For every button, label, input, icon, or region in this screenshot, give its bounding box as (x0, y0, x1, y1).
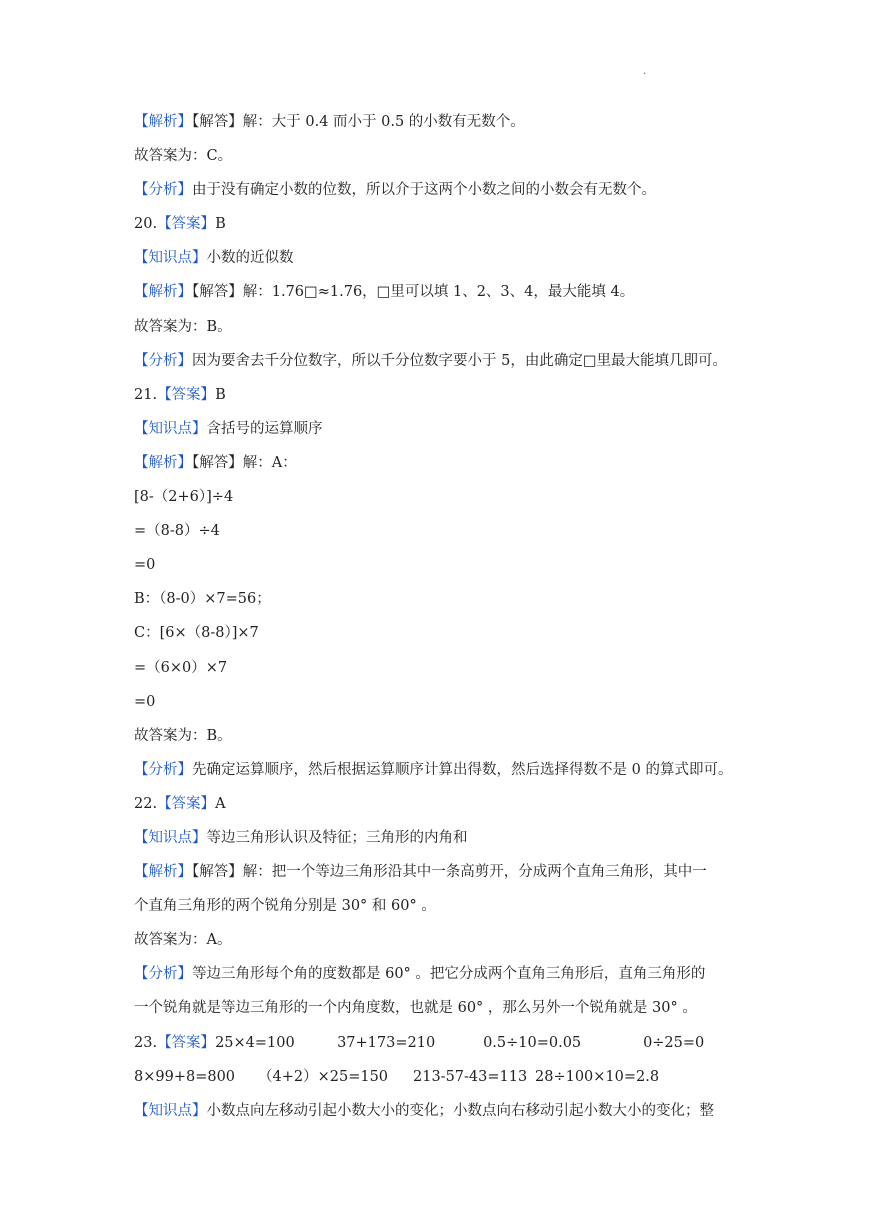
line-text: =0 (134, 557, 156, 574)
line-text: B：（8-0）×7=56； (134, 591, 271, 608)
section-tag: 【答案】 (157, 386, 216, 403)
text-line (134, 415, 744, 449)
section-tag: 【分析】 (134, 352, 192, 369)
section-tag: 【答案】 (157, 795, 216, 812)
line-text: 故答案为：C。 (134, 148, 233, 165)
section-tag-secondary: 【解答】 (192, 454, 243, 471)
text-line (134, 210, 744, 244)
text-line (134, 722, 744, 756)
section-tag-secondary: 【解答】 (192, 864, 243, 881)
text-line (134, 244, 744, 278)
text-line (134, 347, 744, 381)
line-text: 小数点向左移动引起小数大小的变化；小数点向右移动引起小数大小的变化；整 (206, 1102, 714, 1119)
text-line (134, 449, 744, 483)
line-text: A (215, 795, 226, 812)
question-number: 23. (134, 1034, 158, 1051)
section-tag: 【知识点】 (134, 420, 207, 437)
line-text: 因为要舍去千分位数字，所以千分位数字要小于 5，由此确定□里最大能填几即可。 (192, 352, 728, 369)
section-tag-secondary: 【解答】 (192, 284, 243, 301)
section-tag: 【解析】 (134, 454, 192, 471)
equation: 0÷25=0 (643, 1034, 705, 1051)
equation: 37+173=210 (337, 1034, 436, 1051)
line-text: C：[6×（8-8）]×7 (134, 625, 259, 642)
line-text: =0 (134, 693, 156, 710)
text-line (134, 688, 744, 722)
line-text: =（8-8）÷4 (134, 523, 220, 540)
section-tag: 【答案】 (157, 216, 216, 233)
line-text: 等边三角形认识及特征；三角形的内角和 (206, 829, 468, 846)
section-tag: 【分析】 (134, 182, 192, 199)
line-text: 故答案为：A。 (134, 932, 232, 949)
text-line (134, 756, 744, 790)
equation: 213-57-43=113 (413, 1068, 528, 1085)
text-line (134, 142, 744, 176)
line-text: 一个锐角就是等边三角形的一个内角度数，也就是 60° ，那么另外一个锐角就是 30° 。 (134, 1000, 697, 1017)
text-line (134, 960, 744, 994)
text-line (134, 313, 744, 347)
line-text: 解：大于 0.4 而小于 0.5 的小数有无数个。 (242, 114, 525, 130)
line-text: [8-（2+6）]÷4 (134, 489, 234, 506)
section-tag: 【解析】 (134, 284, 192, 301)
text-line (134, 926, 744, 960)
line-text: 故答案为：B。 (134, 318, 232, 335)
q23-answer-row-1 (134, 1029, 744, 1063)
text-line (134, 994, 744, 1028)
question-number: 21. (134, 386, 158, 403)
section-tag: 【分析】 (134, 966, 192, 983)
section-tag: 【知识点】 (134, 829, 207, 846)
section-tag: 【知识点】 (134, 1102, 207, 1119)
text-line (134, 108, 744, 142)
text-line (134, 790, 744, 824)
section-tag: 【解析】 (134, 864, 192, 881)
answer-document (134, 108, 744, 1131)
line-text: 个直角三角形的两个锐角分别是 30° 和 60° 。 (134, 898, 436, 915)
text-line (134, 892, 744, 926)
line-text: 解：把一个等边三角形沿其中一条高剪开，分成两个直角三角形，其中一 (242, 864, 707, 881)
text-line (134, 517, 744, 551)
equation: 8×99+8=800 (134, 1068, 236, 1085)
section-tag: 【分析】 (134, 761, 192, 778)
text-line (134, 585, 744, 619)
line-text: 小数的近似数 (206, 250, 294, 267)
line-text: 含括号的运算顺序 (206, 420, 323, 437)
section-tag: 【知识点】 (134, 250, 207, 267)
line-text: B (215, 386, 226, 403)
section-tag-secondary: 【解答】 (192, 114, 243, 130)
question-number: 22. (134, 795, 158, 812)
equation: 28÷100×10=2.8 (535, 1068, 660, 1085)
text-line (134, 1097, 744, 1131)
line-text: 解：1.76□≈1.76，□里可以填 1、2、3、4，最大能填 4。 (242, 284, 635, 301)
text-line (134, 483, 744, 517)
q23-answer-row-2 (134, 1063, 744, 1097)
section-tag: 【答案】 (157, 1034, 216, 1051)
equation: （4+2）×25=150 (258, 1068, 389, 1085)
text-line (134, 381, 744, 415)
text-line (134, 824, 744, 858)
line-text: 解：A： (242, 454, 297, 471)
section-tag: 【解析】 (134, 114, 192, 130)
text-line (134, 551, 744, 585)
header-dot: . (643, 66, 647, 77)
text-line (134, 654, 744, 688)
equation: 25×4=100 (215, 1034, 295, 1051)
text-line (134, 278, 744, 312)
text-line (134, 619, 744, 653)
line-text: =（6×0）×7 (134, 659, 228, 676)
line-text: 故答案为：B。 (134, 727, 232, 744)
equation: 0.5÷10=0.05 (483, 1034, 582, 1051)
line-text: 先确定运算顺序，然后根据运算顺序计算出得数，然后选择得数不是 0 的算式即可。 (192, 761, 733, 778)
line-text: 等边三角形每个角的度数都是 60° 。把它分成两个直角三角形后，直角三角形的 (192, 966, 706, 983)
question-number: 20. (134, 216, 158, 233)
text-line (134, 858, 744, 892)
line-text: 由于没有确定小数的位数，所以介于这两个小数之间的小数会有无数个。 (192, 182, 656, 199)
line-text: B (215, 216, 226, 233)
text-line (134, 176, 744, 210)
